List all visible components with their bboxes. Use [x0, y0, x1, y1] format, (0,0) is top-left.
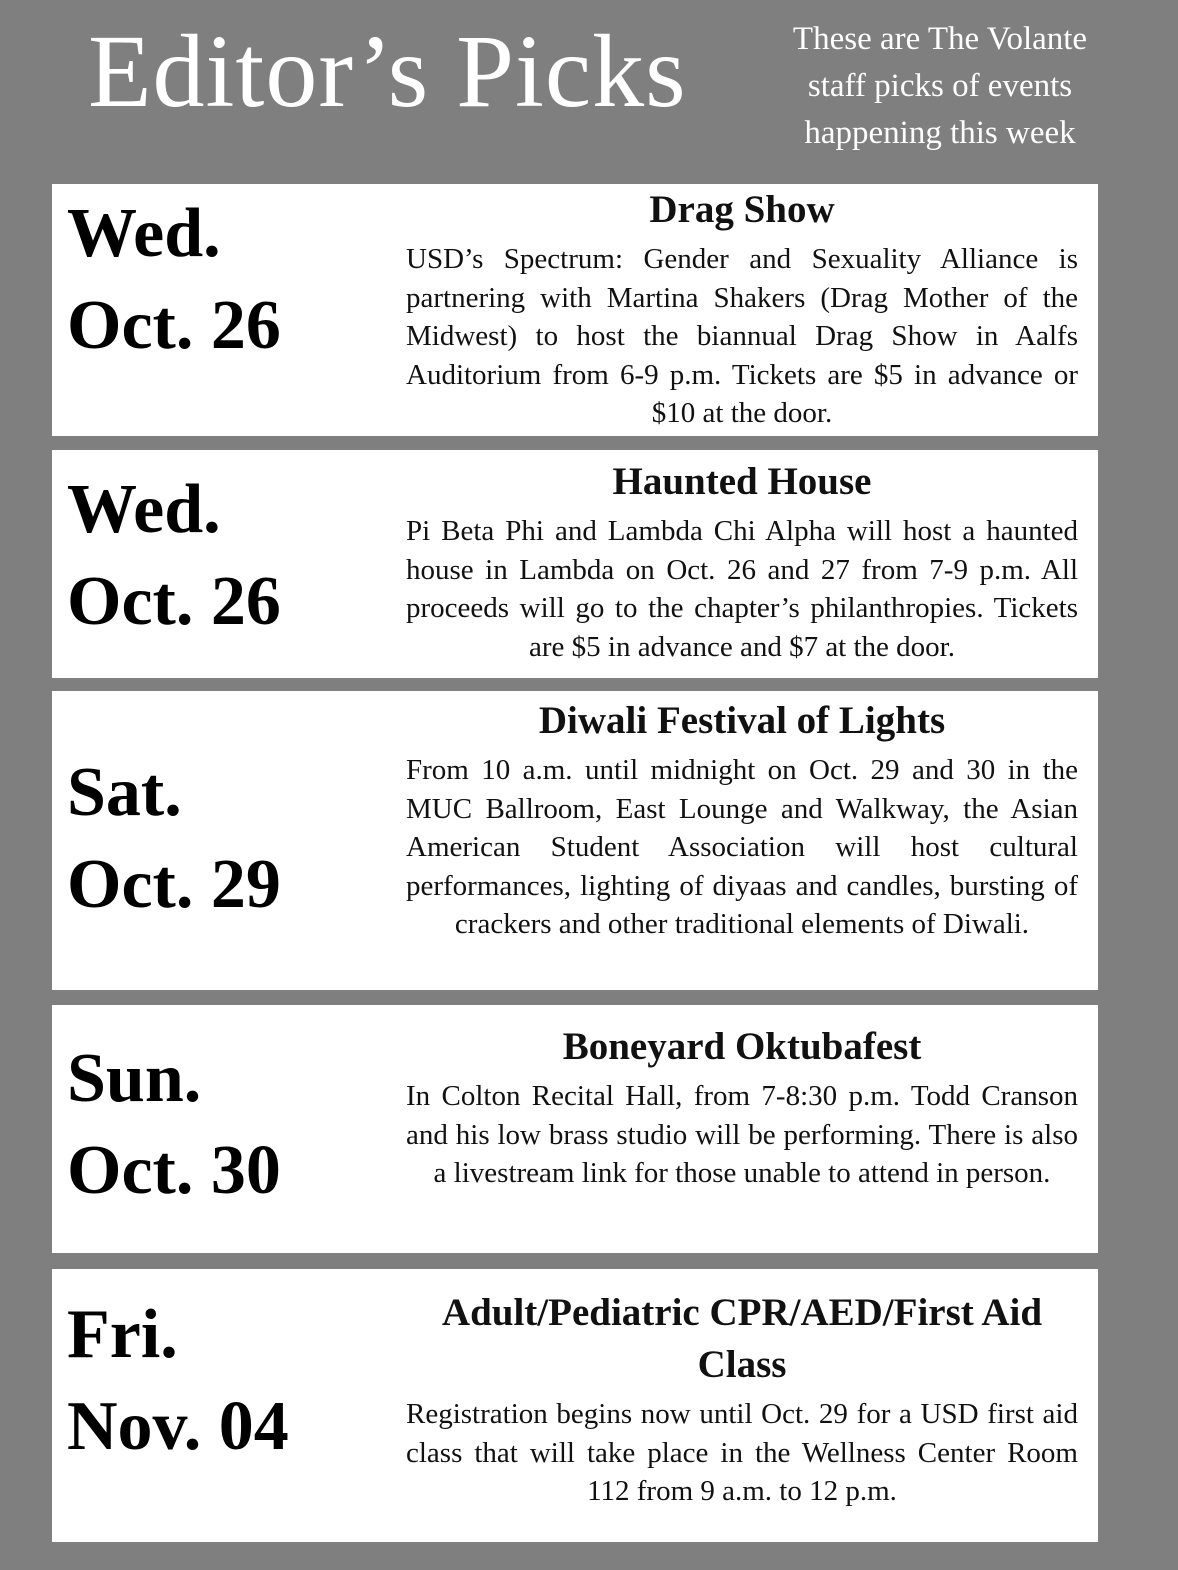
intro-line: These are The Volante [792, 21, 1088, 57]
event-card-oktubafest [52, 1005, 1098, 1253]
event-date-text: Oct. 26 [67, 563, 281, 640]
event-date-text: Oct. 30 [67, 1132, 281, 1209]
event-body [406, 184, 1078, 433]
event-date [67, 1033, 281, 1217]
event-description: From 10 a.m. until midnight on Oct. 29 and 30 in the MUC Ballroom, East Lounge and Walkway, the Asian American Student Association will host cultural performances, lighting of diyaas and candles, bursting of crackers and other traditional elements of Diwali. [406, 754, 1078, 940]
event-date [67, 464, 281, 648]
event-description: Pi Beta Phi and Lambda Chi Alpha will host a haunted house in Lambda on Oct. 26 and 27 from 7-9 p.m. All proceeds will go to the chapter’s philanthropies. Tickets are $5 in advance and $7 at the door. [406, 515, 1078, 663]
event-title: Diwali Festival of Lights [538, 699, 946, 742]
event-card-diwali [52, 691, 1098, 990]
event-card-haunted-house [52, 450, 1098, 678]
event-description: In Colton Recital Hall, from 7-8:30 p.m. Todd Cranson and his low brass studio will be performing. There is also a livestream link for those unable to attend in person. [406, 1080, 1078, 1189]
event-card-drag-show [52, 184, 1098, 436]
event-date-text: Oct. 29 [67, 846, 281, 923]
event-description: Registration begins now until Oct. 29 for a USD first aid class that will take place in the Wellness Center Room 112 from 9 a.m. to 12 p.m. [406, 1398, 1078, 1507]
intro-line: staff picks of events [807, 68, 1073, 104]
event-day: Wed. [67, 471, 221, 548]
event-title: Drag Show [649, 188, 835, 231]
page-title: Editor’s Picks [88, 14, 687, 129]
event-description: USD’s Spectrum: Gender and Sexuality Alliance is partnering with Martina Shakers (Drag Mother of the Midwest) to host the biannual Drag Show in Aalfs Auditorium from 6-9 p.m. Tickets are $5 in advance or $10 at the door. [406, 243, 1078, 429]
intro-text [740, 16, 1140, 157]
event-date [67, 747, 281, 931]
event-body [406, 1287, 1078, 1511]
event-title: Boneyard Oktubafest [562, 1025, 922, 1068]
event-day: Sat. [67, 754, 182, 831]
event-card-cpr-class [52, 1269, 1098, 1542]
event-date-text: Nov. 04 [67, 1388, 289, 1465]
event-title: Adult/Pediatric CPR/AED/First Aid Class [441, 1291, 1043, 1386]
event-day: Wed. [67, 195, 221, 272]
event-date [67, 188, 281, 372]
event-body [406, 1021, 1078, 1193]
event-body [406, 456, 1078, 666]
intro-line: happening this week [804, 115, 1076, 151]
event-day: Sun. [67, 1040, 202, 1117]
event-title: Haunted House [612, 460, 872, 503]
event-date [67, 1289, 289, 1473]
event-date-text: Oct. 26 [67, 287, 281, 364]
event-day: Fri. [67, 1296, 178, 1373]
event-body [406, 695, 1078, 944]
